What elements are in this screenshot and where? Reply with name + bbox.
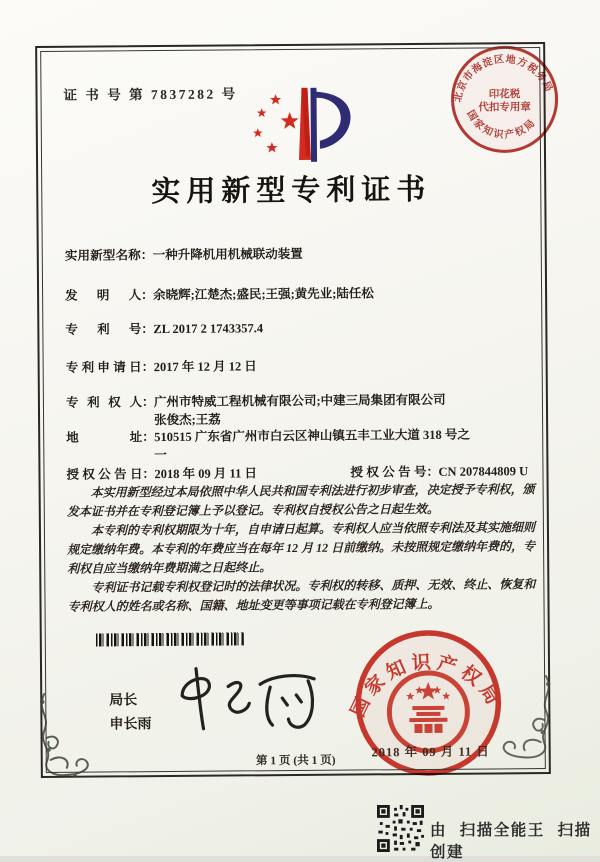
field-value: ZL 2017 2 1743357.4 bbox=[153, 321, 264, 337]
tax-seal-arc-bottom: 国家知识产权局 bbox=[464, 108, 539, 142]
field-colon: ： bbox=[141, 395, 155, 410]
field-value: 510515 广东省广州市白云区神山镇五丰工业大道 318 号之 bbox=[154, 427, 470, 445]
field-row-inventors bbox=[65, 283, 535, 305]
certificate-title: 实用新型专利证书 bbox=[151, 173, 432, 209]
field-row-name bbox=[65, 243, 535, 265]
body-paragraph-2: 本专利的专利权期限为十年，自申请日起算。专利权人应当依照专利法及其实施细则规定缴纳年费。本专利的年费应当在每年 12 月 12 日前缴纳。未按照规定缴纳年费的，专利权自应当缴纳年费期满之日起终止。 bbox=[67, 520, 536, 576]
certificate-frame bbox=[35, 42, 555, 778]
tax-stamp-seal-icon bbox=[445, 40, 564, 159]
field-value-line2: 张俊杰;王荔 bbox=[154, 412, 221, 428]
field-colon: ： bbox=[142, 467, 156, 482]
sipo-logo-icon bbox=[249, 85, 360, 168]
field-label: 专利申请日 bbox=[65, 360, 142, 375]
field-colon: ： bbox=[141, 288, 154, 303]
corner-flourish-right-icon bbox=[478, 666, 557, 771]
field-colon: ： bbox=[141, 360, 155, 375]
field-row-patent-no bbox=[65, 317, 535, 339]
field-value: 2018 年 09 月 11 日 bbox=[154, 466, 257, 482]
field-row-address bbox=[66, 425, 536, 465]
field-label: 专利权人 bbox=[65, 395, 142, 410]
field-label: 实用新型名称 bbox=[64, 248, 141, 263]
body-paragraph-3: 专利证书记载专利权登记时的法律状况。专利权的转移、质押、无效、终止、恢复和专利权人的姓名或名称、国籍、地址变更等事项记载在专利登记簿上。 bbox=[67, 577, 536, 614]
cert-number: 证 书 号 第 7837282 号 bbox=[63, 86, 238, 103]
corner-flourish-left-icon bbox=[34, 689, 113, 782]
field-value: CN 207844809 U bbox=[438, 464, 529, 479]
director-block bbox=[109, 689, 151, 737]
tax-seal-line2: 代扣专用章 bbox=[478, 102, 531, 114]
legal-text bbox=[67, 480, 544, 617]
grant-no-group bbox=[350, 462, 528, 481]
field-value: 2017 年 12 月 12 日 bbox=[153, 359, 257, 375]
field-row-patentee bbox=[66, 390, 536, 430]
field-row-filing-date bbox=[66, 355, 536, 377]
field-label: 授权公告号 bbox=[350, 464, 427, 480]
field-label: 专利号 bbox=[65, 322, 142, 337]
field-value: 余晓辉;江楚杰;盛民;王强;黄先业;陆任松 bbox=[153, 286, 374, 303]
director-title: 局长 bbox=[109, 693, 138, 709]
scanner-credit: 由 扫描全能王 扫描创建 bbox=[430, 822, 592, 861]
field-value-line2: 一 bbox=[154, 447, 167, 463]
field-value: 广州市特威工程机械有限公司;中建三局集团有限公司 bbox=[153, 392, 446, 410]
field-colon: ： bbox=[140, 248, 154, 263]
field-label: 授权公告日 bbox=[66, 467, 143, 482]
page-footer: 第 1 页 (共 1 页) bbox=[255, 754, 336, 768]
office-seal-arc-text: 国家知识产权局 bbox=[347, 651, 506, 721]
qr-code-icon bbox=[377, 805, 424, 852]
director-name: 申长雨 bbox=[109, 717, 152, 733]
field-label: 发明人 bbox=[65, 288, 142, 303]
field-colon: ： bbox=[426, 464, 440, 479]
field-label: 地址 bbox=[66, 430, 143, 445]
grant-date-group bbox=[66, 466, 257, 481]
field-colon: ： bbox=[142, 430, 155, 445]
director-signature-icon bbox=[162, 658, 323, 747]
field-value: 一种升降机用机械联动装置 bbox=[152, 246, 303, 263]
tax-seal-line1: 印花税 bbox=[488, 89, 521, 101]
tax-seal-arc-top: 北京市海淀区地方税务局 bbox=[452, 54, 555, 104]
field-colon: ： bbox=[141, 322, 154, 337]
body-paragraph-1: 本实用新型经过本局依照中华人民共和国专利法进行初步审查，决定授予专利权，颁发本证书并在专利登记簿上予以登记。专利权自授权公告之日起生效。 bbox=[66, 482, 535, 519]
barcode bbox=[96, 632, 244, 646]
issue-date: 2018 年 09 月 11 日 bbox=[371, 744, 490, 760]
